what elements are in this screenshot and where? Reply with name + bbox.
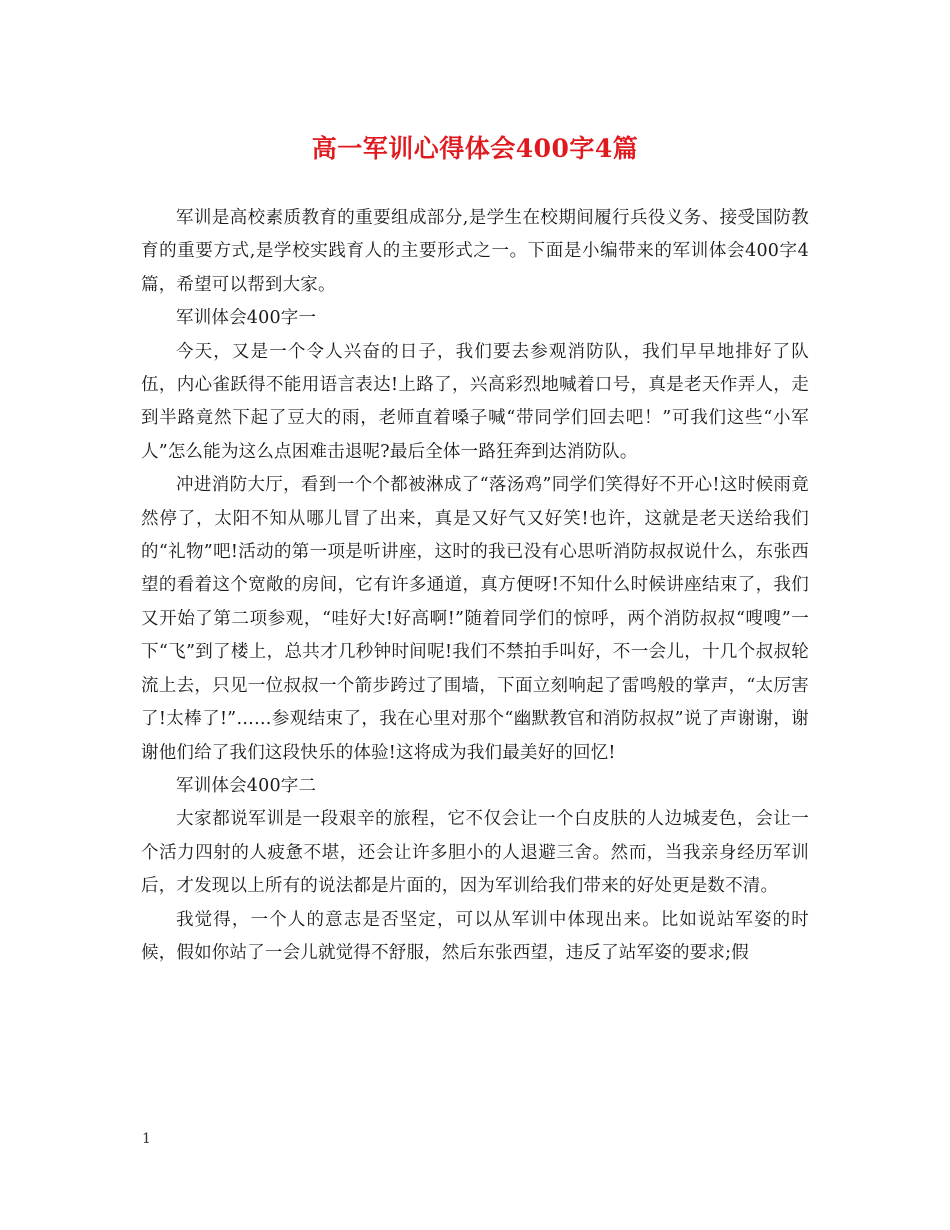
section-heading-2: 军训体会400字二	[176, 775, 317, 796]
page-number: 1	[142, 1131, 151, 1147]
document-body	[141, 202, 809, 970]
body-paragraph: 大家都说军训是一段艰辛的旅程，它不仅会让一个白皮肤的人边城麦色，会让一个活力四射的人疲惫不堪，还会让许多胆小的人退避三舍。然而，当我亲身经历军训后，才发现以上所有的说法都是片面的，因为军训给我们带来的好处更是数不清。	[141, 809, 809, 897]
section-heading-1: 军训体会400字一	[176, 308, 317, 329]
document-title: 高一军训心得体会400字4篇	[311, 134, 639, 163]
intro-paragraph: 军训是高校素质教育的重要组成部分,是学生在校期间履行兵役义务、接受国防教育的重要方式,是学校实践育人的主要形式之一。下面是小编带来的军训体会400字4篇，希望可以帮到大家。	[141, 208, 809, 295]
body-paragraph: 今天，又是一个令人兴奋的日子，我们要去参观消防队，我们早早地排好了队伍，内心雀跃得不能用语言表达!上路了，兴高彩烈地喊着口号，真是老天作弄人，走到半路竟然下起了豆大的雨，老师直着嗓子喊“带同学们回去吧！”可我们这些“小军人”怎么能为这么点困难击退呢?最后全体一路狂奔到达消防队。	[141, 341, 809, 462]
body-paragraph: 我觉得，一个人的意志是否坚定，可以从军训中体现出来。比如说站军姿的时候，假如你站了一会儿就觉得不舒服，然后东张西望，违反了站军姿的要求;假	[141, 909, 809, 963]
body-paragraph: 冲进消防大厅，看到一个个都被淋成了“落汤鸡”同学们笑得好不开心!这时候雨竟然停了，太阳不知从哪儿冒了出来，真是又好气又好笑!也许，这就是老天送给我们的“礼物”吧!活动的第一项是听讲座，这时的我已没有心思听消防叔叔说什么，东张西望的看着这个宽敞的房间，它有许多通道，真方便呀!不知什么时候讲座结束了，我们又开始了第二项参观，“哇好大!好高啊!”随着同学们的惊呼，两个消防叔叔“嗖嗖”一下“飞”到了楼上，总共才几秒钟时间呢!我们不禁拍手叫好，不一会儿，十几个叔叔轮流上去，只见一位叔叔一个箭步跨过了围墙，下面立刻响起了雷鸣般的掌声，“太厉害了!太棒了!”……参观结束了，我在心里对那个“幽默教官和消防叔叔”说了声谢谢，谢谢他们给了我们这段快乐的体验!这将成为我们最美好的回忆!	[141, 475, 809, 763]
